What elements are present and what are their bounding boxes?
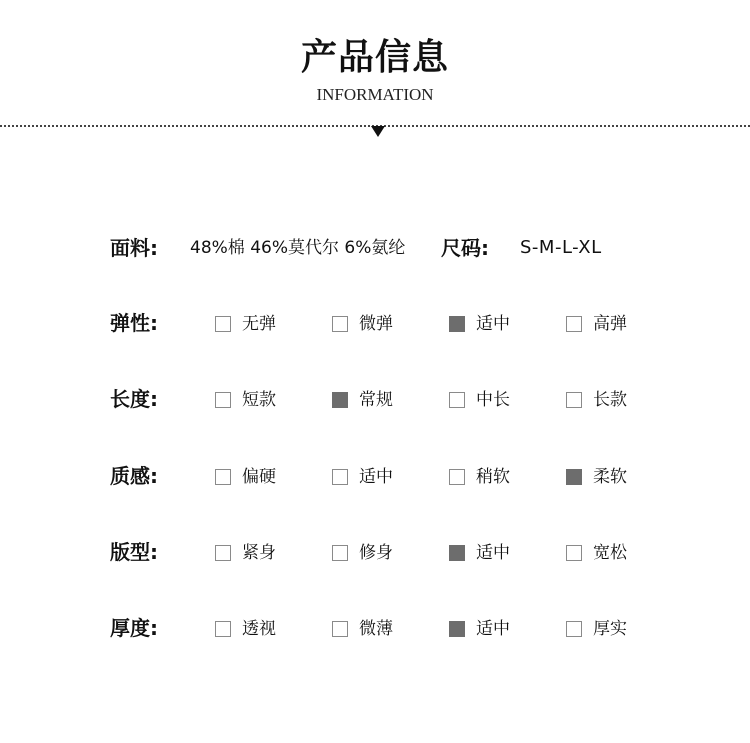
option-item[interactable]: [332, 389, 393, 411]
option-item[interactable]: [215, 466, 276, 488]
option-item[interactable]: [449, 466, 510, 488]
option-item[interactable]: [449, 313, 510, 335]
page-title: 产品信息: [300, 37, 449, 78]
option-item[interactable]: [566, 389, 627, 411]
checkbox[interactable]: [332, 545, 348, 561]
checkbox[interactable]: [449, 621, 465, 637]
checkbox[interactable]: [215, 392, 231, 408]
option-label: 长款: [593, 390, 627, 410]
checkbox[interactable]: [449, 545, 465, 561]
option-label: 稍软: [476, 467, 510, 487]
attribute-label: 弹性:: [110, 311, 158, 335]
attribute-label: 版型:: [110, 540, 158, 564]
option-label: 透视: [242, 619, 276, 639]
option-label: 无弹: [242, 314, 276, 334]
size-value: S-M-L-XL: [520, 237, 602, 258]
fabric-value: 48%棉 46%莫代尔 6%氨纶: [190, 238, 406, 258]
checkbox[interactable]: [215, 316, 231, 332]
page-subtitle: INFORMATION: [316, 85, 434, 104]
option-label: 柔软: [593, 467, 627, 487]
option-label: 适中: [476, 543, 510, 563]
option-label: 短款: [242, 390, 276, 410]
option-item[interactable]: [215, 618, 276, 640]
option-label: 中长: [476, 390, 510, 410]
checkbox[interactable]: [566, 545, 582, 561]
option-label: 宽松: [593, 543, 627, 563]
option-item[interactable]: [449, 618, 510, 640]
attribute-label: 质感:: [110, 464, 158, 488]
checkbox[interactable]: [215, 621, 231, 637]
option-item[interactable]: [566, 313, 627, 335]
option-item[interactable]: [449, 542, 510, 564]
option-label: 高弹: [593, 314, 627, 334]
attribute-row-thickness: [0, 608, 750, 648]
fabric-label: 面料:: [110, 236, 158, 260]
attribute-label: 长度:: [110, 387, 158, 411]
checkbox[interactable]: [449, 469, 465, 485]
checkbox[interactable]: [332, 621, 348, 637]
attribute-row-texture: [0, 456, 750, 496]
attribute-row-fit: [0, 532, 750, 572]
down-triangle-icon: [371, 126, 385, 137]
option-label: 紧身: [242, 543, 276, 563]
option-item[interactable]: [332, 466, 393, 488]
checkbox[interactable]: [332, 469, 348, 485]
option-label: 常规: [359, 390, 393, 410]
option-label: 微薄: [359, 619, 393, 639]
option-item[interactable]: [332, 313, 393, 335]
checkbox[interactable]: [566, 316, 582, 332]
size-label: 尺码:: [441, 236, 489, 260]
option-item[interactable]: [215, 389, 276, 411]
checkbox[interactable]: [449, 316, 465, 332]
checkbox[interactable]: [566, 392, 582, 408]
checkbox[interactable]: [215, 545, 231, 561]
option-item[interactable]: [566, 542, 627, 564]
option-label: 偏硬: [242, 467, 276, 487]
option-label: 厚实: [593, 619, 627, 639]
option-item[interactable]: [449, 389, 510, 411]
checkbox[interactable]: [332, 392, 348, 408]
checkbox[interactable]: [566, 469, 582, 485]
option-item[interactable]: [332, 542, 393, 564]
option-item[interactable]: [566, 618, 627, 640]
checkbox[interactable]: [215, 469, 231, 485]
checkbox[interactable]: [449, 392, 465, 408]
checkbox[interactable]: [566, 621, 582, 637]
option-item[interactable]: [215, 313, 276, 335]
option-label: 适中: [476, 619, 510, 639]
option-item[interactable]: [332, 618, 393, 640]
attribute-row-elasticity: [0, 303, 750, 343]
fabric-size-row: [0, 228, 750, 268]
checkbox[interactable]: [332, 316, 348, 332]
option-label: 适中: [476, 314, 510, 334]
option-label: 微弹: [359, 314, 393, 334]
option-item[interactable]: [215, 542, 276, 564]
option-item[interactable]: [566, 466, 627, 488]
option-label: 适中: [359, 467, 393, 487]
attribute-row-length: [0, 379, 750, 419]
attribute-label: 厚度:: [110, 616, 158, 640]
option-label: 修身: [359, 543, 393, 563]
